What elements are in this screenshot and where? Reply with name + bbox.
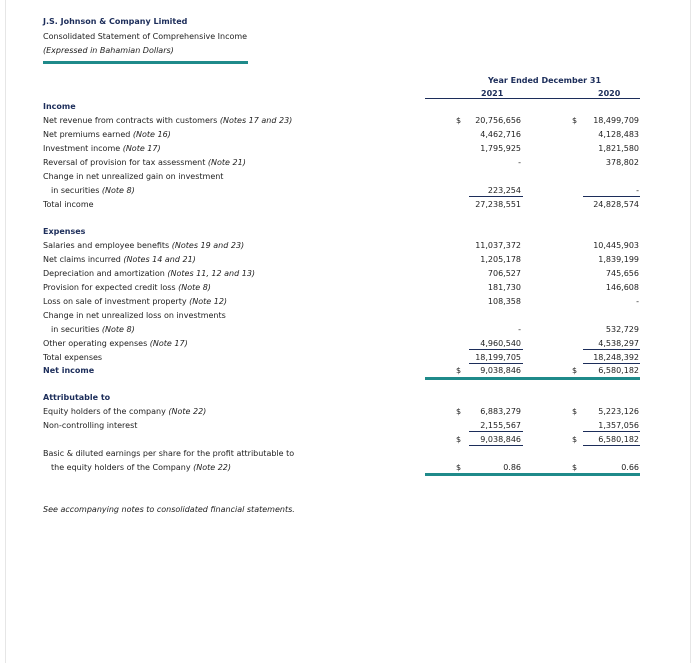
- subtotal-rule: [469, 431, 523, 432]
- attributable-total-2020: 6,580,182: [598, 435, 639, 444]
- eps-label-line1: Basic & diluted earnings per share for the profit attributable to: [43, 449, 295, 458]
- expense-value-2021: 706,527: [487, 269, 521, 278]
- total-rule: [583, 445, 640, 446]
- attributable-value-2020: 1,357,056: [598, 421, 639, 430]
- net-income-rule: [425, 377, 640, 380]
- currency-symbol: $: [572, 463, 578, 472]
- expense-value-2021: 108,358: [487, 297, 521, 306]
- text-fragment: (Notes 17 and 23): [219, 116, 293, 125]
- expenses-heading: Expenses: [43, 227, 86, 236]
- income-value-2021: 223,254: [487, 186, 521, 195]
- currency-symbol: $: [456, 435, 462, 444]
- text-fragment: (Note 22): [168, 407, 207, 416]
- text-fragment: Net premiums earned: [43, 130, 131, 139]
- year-2021-header: 2021: [481, 89, 504, 98]
- header-rule: [43, 61, 248, 64]
- text-fragment: the equity holders of the Company: [51, 463, 191, 472]
- text-fragment: (Note 17): [149, 339, 188, 348]
- currency-symbol: $: [572, 366, 578, 375]
- total-expenses-label: Total expenses: [43, 353, 103, 362]
- expense-row-label: [43, 338, 188, 349]
- expense-value-2021: 181,730: [487, 283, 521, 292]
- income-row-label: [43, 115, 292, 126]
- eps-2020: 0.66: [621, 463, 639, 472]
- text-fragment: Loss on sale of investment property: [43, 297, 187, 306]
- text-fragment: Reversal of provision for tax assessment: [43, 158, 206, 167]
- text-fragment: Depreciation and amortization: [43, 269, 165, 278]
- text-fragment: (Note 12): [189, 297, 228, 306]
- text-fragment: (Notes 19 and 23): [171, 241, 245, 250]
- total-rule: [469, 445, 523, 446]
- text-fragment: (Note 16): [132, 130, 171, 139]
- attributable-heading: Attributable to: [43, 393, 111, 402]
- page-border-right: [690, 0, 691, 663]
- income-row-label: [43, 129, 171, 140]
- currency-note: (Expressed in Bahamian Dollars): [43, 46, 174, 55]
- subtotal-rule: [469, 363, 523, 364]
- text-fragment: Equity holders of the company: [43, 407, 166, 416]
- text-fragment: (Note 8): [101, 186, 135, 195]
- eps-label-line2: [51, 462, 231, 473]
- currency-symbol: $: [456, 407, 462, 416]
- expense-row-label: [43, 282, 211, 293]
- income-value-2020: 378,802: [605, 158, 639, 167]
- income-value-2020: 4,128,483: [598, 130, 639, 139]
- income-value-2021: 4,462,716: [480, 130, 521, 139]
- currency-symbol: $: [572, 435, 578, 444]
- expense-value-2020: 10,445,903: [593, 241, 639, 250]
- expense-value-2020: 4,538,297: [598, 339, 639, 348]
- expense-row-label: [43, 240, 244, 251]
- attributable-value-2021: 2,155,567: [480, 421, 521, 430]
- subtotal-rule: [469, 349, 523, 350]
- subtotal-rule: [583, 349, 640, 350]
- text-fragment: Investment income: [43, 144, 121, 153]
- expense-row-label: [43, 254, 196, 265]
- statement-title: Consolidated Statement of Comprehensive Income: [43, 32, 248, 41]
- income-value-2021: 20,756,656: [475, 116, 521, 125]
- text-fragment: Salaries and employee benefits: [43, 241, 170, 250]
- company-name: J.S. Johnson & Company Limited: [43, 17, 188, 26]
- total-expenses-2020: 18,248,392: [593, 353, 639, 362]
- total-income-2020: 24,828,574: [593, 200, 639, 209]
- text-fragment: Other operating expenses: [43, 339, 148, 348]
- net-income-2020: 6,580,182: [598, 366, 639, 375]
- net-income-2021: 9,038,846: [480, 366, 521, 375]
- text-fragment: Net claims incurred: [43, 255, 121, 264]
- attributable-value-2021: 6,883,279: [480, 407, 521, 416]
- eps-rule: [425, 473, 640, 476]
- total-income-2021: 27,238,551: [475, 200, 521, 209]
- period-header: Year Ended December 31: [488, 76, 602, 85]
- net-income-label: Net income: [43, 366, 95, 375]
- total-income-label: Total income: [43, 200, 94, 209]
- income-row-label: [43, 171, 223, 182]
- income-value-2021: -: [518, 158, 521, 167]
- text-fragment: (Notes 14 and 21): [123, 255, 196, 264]
- expense-value-2020: 146,608: [605, 283, 639, 292]
- text-fragment: (Note 8): [101, 325, 135, 334]
- income-heading: Income: [43, 102, 76, 111]
- text-fragment: in securities: [51, 186, 100, 195]
- expense-value-2020: 532,729: [605, 325, 639, 334]
- currency-symbol: $: [456, 366, 462, 375]
- footnote: See accompanying notes to consolidated financial statements.: [43, 505, 295, 514]
- total-expenses-2021: 18,199,705: [475, 353, 521, 362]
- currency-symbol: $: [572, 407, 578, 416]
- expense-value-2021: 11,037,372: [475, 241, 521, 250]
- expense-value-2020: 745,656: [605, 269, 639, 278]
- subtotal-rule: [583, 363, 640, 364]
- attributable-row-label: [43, 420, 137, 431]
- text-fragment: in securities: [51, 325, 100, 334]
- income-value-2021: 1,795,925: [480, 144, 521, 153]
- text-fragment: Change in net unrealized gain on investment: [43, 172, 224, 181]
- expense-value-2021: 1,205,178: [480, 255, 521, 264]
- subtotal-rule: [583, 196, 640, 197]
- attributable-value-2020: 5,223,126: [598, 407, 639, 416]
- attributable-row-label: [43, 406, 206, 417]
- income-value-2020: 1,821,580: [598, 144, 639, 153]
- expense-row-label: [51, 324, 135, 335]
- text-fragment: Non-controlling interest: [43, 421, 138, 430]
- expense-value-2021: 4,960,540: [480, 339, 521, 348]
- income-value-2020: -: [636, 186, 639, 195]
- text-fragment: Net revenue from contracts with customers: [43, 116, 218, 125]
- currency-symbol: $: [572, 116, 578, 125]
- income-row-label: [43, 157, 246, 168]
- year-2020-header: 2020: [598, 89, 621, 98]
- currency-symbol: $: [456, 116, 462, 125]
- subtotal-rule: [469, 196, 523, 197]
- text-fragment: (Note 17): [122, 144, 161, 153]
- expense-value-2021: -: [518, 325, 521, 334]
- expense-row-label: [43, 310, 226, 321]
- expense-row-label: [43, 296, 227, 307]
- text-fragment: Change in net unrealized loss on investments: [43, 311, 226, 320]
- subtotal-rule: [583, 431, 640, 432]
- currency-symbol: $: [456, 463, 462, 472]
- income-value-2020: 18,499,709: [593, 116, 639, 125]
- text-fragment: Provision for expected credit loss: [43, 283, 176, 292]
- column-header-rule: [425, 98, 640, 99]
- page-border-left: [5, 0, 6, 663]
- expense-value-2020: -: [636, 297, 639, 306]
- text-fragment: (Note 21): [207, 158, 246, 167]
- text-fragment: (Notes 11, 12 and 13): [167, 269, 256, 278]
- income-row-label: [51, 185, 135, 196]
- text-fragment: (Note 22): [193, 463, 232, 472]
- expense-value-2020: 1,839,199: [598, 255, 639, 264]
- expense-row-label: [43, 268, 255, 279]
- attributable-total-2021: 9,038,846: [480, 435, 521, 444]
- eps-2021: 0.86: [503, 463, 521, 472]
- income-row-label: [43, 143, 161, 154]
- text-fragment: (Note 8): [178, 283, 211, 292]
